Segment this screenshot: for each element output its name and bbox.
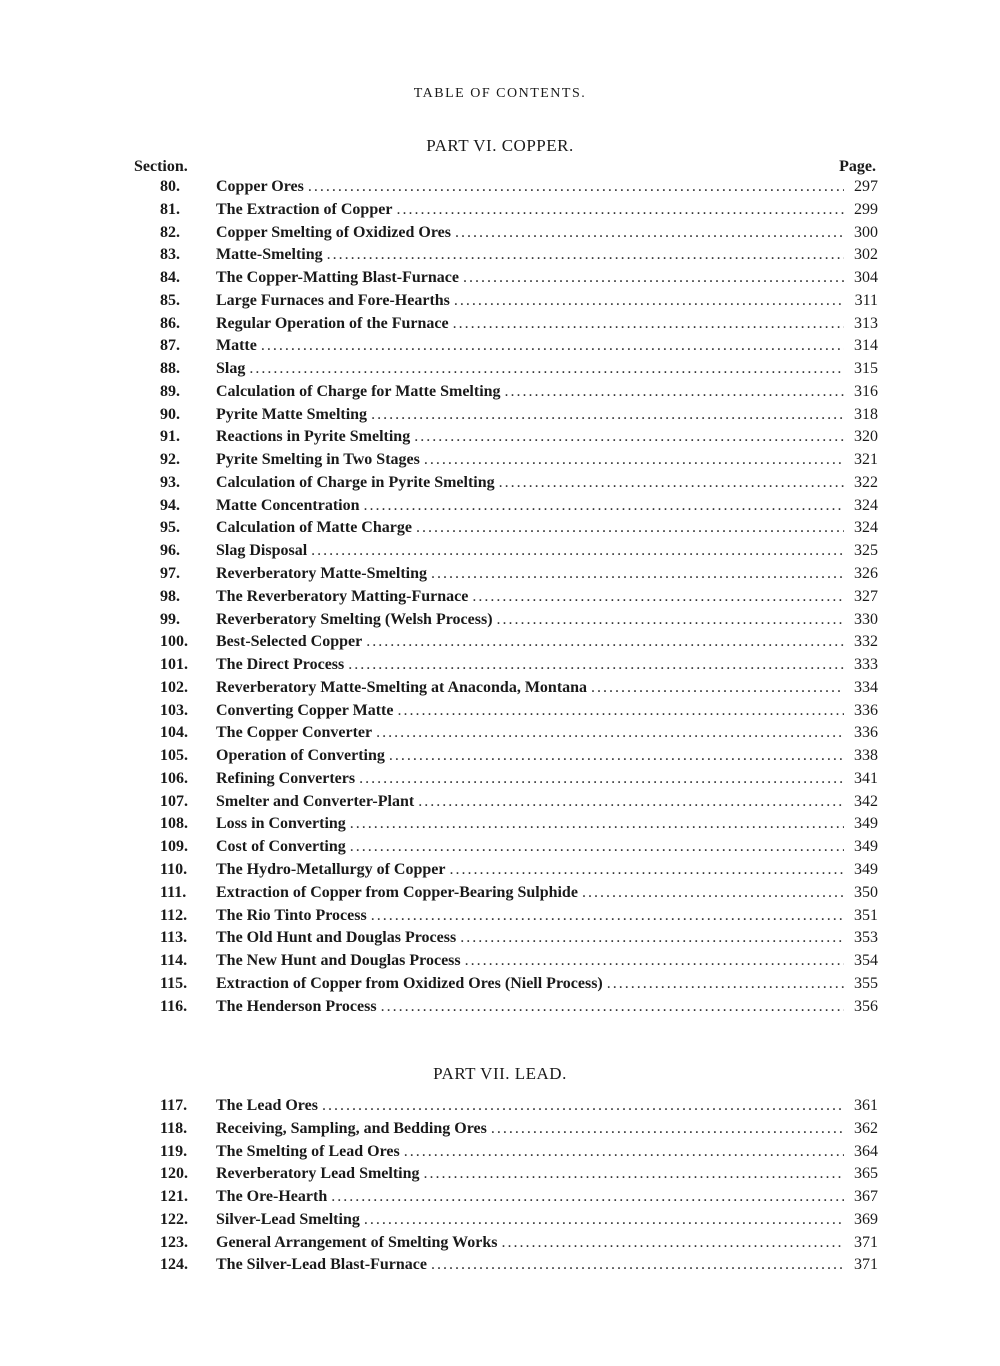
toc-entry-title: The Rio Tinto Process xyxy=(216,906,367,924)
toc-entry xyxy=(160,519,878,542)
dot-leader xyxy=(308,178,844,196)
toc-section-number: 114. xyxy=(160,952,188,970)
dot-leader xyxy=(350,838,844,856)
toc-entry xyxy=(160,360,878,383)
dot-leader xyxy=(389,747,844,765)
toc-section-number: 88. xyxy=(160,360,180,378)
toc-section-number: 95. xyxy=(160,519,180,537)
toc-entry xyxy=(160,292,878,315)
toc-page-number: 327 xyxy=(854,587,878,605)
toc-section-number: 118. xyxy=(160,1119,188,1137)
dot-leader xyxy=(359,770,844,788)
toc-section-number: 123. xyxy=(160,1233,188,1251)
toc-entry xyxy=(160,315,878,338)
toc-entry-title: Pyrite Matte Smelting xyxy=(216,405,368,423)
running-head: TABLE OF CONTENTS. xyxy=(413,86,587,101)
toc-section-number: 102. xyxy=(160,678,188,696)
toc-entry-title: The Henderson Process xyxy=(216,997,377,1015)
toc-entry-title: Calculation of Matte Charge xyxy=(216,519,412,537)
toc-entry-title: General Arrangement of Smelting Works xyxy=(216,1233,498,1251)
toc-section-number: 115. xyxy=(160,974,188,992)
toc-entry xyxy=(160,224,878,247)
toc-entry-title: Reverberatory Lead Smelting xyxy=(216,1165,420,1183)
dot-leader xyxy=(497,611,844,629)
toc-section-number: 104. xyxy=(160,724,188,742)
toc-entry-title: Slag Disposal xyxy=(216,542,308,560)
toc-entry-title: Operation of Converting xyxy=(216,747,385,765)
dot-leader xyxy=(454,292,844,310)
toc-page-number: 304 xyxy=(854,269,878,287)
toc-entry-title: The Lead Ores xyxy=(216,1097,318,1114)
toc-section-number: 82. xyxy=(160,223,180,241)
toc-section-number: 84. xyxy=(160,269,180,287)
toc-page-number: 300 xyxy=(854,223,878,241)
toc-page-number: 351 xyxy=(854,906,878,924)
dot-leader xyxy=(366,633,844,651)
toc-entry xyxy=(160,246,878,269)
toc-page-number: 353 xyxy=(854,929,878,947)
toc-page-number: 302 xyxy=(854,246,878,264)
dot-leader xyxy=(465,952,844,970)
dot-leader xyxy=(371,907,844,925)
toc-entry-title: Copper Smelting of Oxidized Ores xyxy=(216,223,451,241)
dot-leader xyxy=(261,337,844,355)
toc-entry-title: Copper Ores xyxy=(216,178,304,195)
toc-entry xyxy=(160,1211,878,1234)
toc-entry xyxy=(160,907,878,930)
toc-entry xyxy=(160,861,878,884)
toc-page-number: 349 xyxy=(854,815,878,833)
toc-section-number: 97. xyxy=(160,565,180,583)
part-vi-title: PART VI. COPPER. xyxy=(426,136,574,155)
toc-entry-title: Large Furnaces and Fore-Hearths xyxy=(216,291,450,309)
dot-leader xyxy=(591,679,844,697)
dot-leader xyxy=(364,497,844,515)
toc-entry-title: Silver-Lead Smelting xyxy=(216,1210,360,1228)
toc-entry xyxy=(160,542,878,565)
toc-entry-title: Reverberatory Matte-Smelting xyxy=(216,565,428,583)
toc-page-number: 361 xyxy=(854,1097,878,1114)
toc-section-number: 81. xyxy=(160,200,180,218)
dot-leader xyxy=(371,406,844,424)
toc-entry xyxy=(160,428,878,451)
toc-page-number: 325 xyxy=(854,542,878,560)
toc-entry-title: The Reverberatory Matting-Furnace xyxy=(216,587,469,605)
toc-entry xyxy=(160,588,878,611)
dot-leader xyxy=(505,383,844,401)
toc-section-number: 87. xyxy=(160,337,180,355)
toc-entry-title: Pyrite Smelting in Two Stages xyxy=(216,451,420,469)
toc-page-number: 321 xyxy=(854,451,878,469)
dot-leader xyxy=(416,519,844,537)
toc-entry xyxy=(160,269,878,292)
toc-entry xyxy=(160,884,878,907)
toc-entry-title: The Direct Process xyxy=(216,656,345,674)
toc-page-number: 318 xyxy=(854,405,878,423)
dot-leader xyxy=(311,542,844,560)
toc-page-number: 356 xyxy=(854,997,878,1015)
toc-entry-title: Refining Converters xyxy=(216,769,356,787)
dot-leader xyxy=(431,565,844,583)
toc-entry xyxy=(160,565,878,588)
toc-entry xyxy=(160,1143,878,1166)
toc-entry xyxy=(160,793,878,816)
toc-entry-title: The Ore-Hearth xyxy=(216,1188,328,1206)
toc-entry-title: The Old Hunt and Douglas Process xyxy=(216,929,457,947)
dot-leader xyxy=(453,315,844,333)
toc-entry-title: Cost of Converting xyxy=(216,838,346,856)
toc-section-number: 91. xyxy=(160,428,180,446)
toc-section-number: 107. xyxy=(160,792,188,810)
toc-entry xyxy=(160,1188,878,1211)
toc-page-number: 336 xyxy=(854,701,878,719)
dot-leader xyxy=(331,1188,844,1206)
toc-section-number: 106. xyxy=(160,769,188,787)
toc-entry xyxy=(160,406,878,429)
toc-entry xyxy=(160,998,878,1021)
dot-leader xyxy=(499,474,844,492)
dot-leader xyxy=(364,1211,844,1229)
toc-page-number: 320 xyxy=(854,428,878,446)
toc-section-number: 96. xyxy=(160,542,180,560)
toc-entry-title: The Hydro-Metallurgy of Copper xyxy=(216,860,446,878)
toc-entry-title: The Copper-Matting Blast-Furnace xyxy=(216,269,459,287)
dot-leader xyxy=(455,224,844,242)
dot-leader xyxy=(249,360,844,378)
toc-section-number: 100. xyxy=(160,633,188,651)
dot-leader xyxy=(424,1165,844,1183)
toc-entry-title: Regular Operation of the Furnace xyxy=(216,314,449,332)
toc-section-number: 109. xyxy=(160,838,188,856)
toc-entry xyxy=(160,679,878,702)
toc-section-number: 105. xyxy=(160,747,188,765)
toc-entry-title: Smelter and Converter-Plant xyxy=(216,792,415,810)
toc-entry xyxy=(160,474,878,497)
toc-page-number: 324 xyxy=(854,496,878,514)
section-column-label: Section. xyxy=(134,158,188,175)
toc-section-number: 120. xyxy=(160,1165,188,1183)
toc-entry-title: Loss in Converting xyxy=(216,815,346,833)
toc-entry xyxy=(160,929,878,952)
toc-page-number: 324 xyxy=(854,519,878,537)
toc-page-number: 365 xyxy=(854,1165,878,1183)
toc-list-part-vi xyxy=(160,178,878,1020)
toc-section-number: 93. xyxy=(160,473,180,491)
toc-entry xyxy=(160,201,878,224)
toc-page-number: 355 xyxy=(854,974,878,992)
toc-page-number: 371 xyxy=(854,1256,878,1274)
dot-leader xyxy=(414,428,844,446)
toc-entry xyxy=(160,383,878,406)
toc-page-number: 349 xyxy=(854,838,878,856)
dot-leader xyxy=(350,815,844,833)
toc-page-number: 336 xyxy=(854,724,878,742)
toc-section-number: 98. xyxy=(160,587,180,605)
toc-page-number: 349 xyxy=(854,860,878,878)
dot-leader xyxy=(381,998,844,1016)
toc-page-number: 311 xyxy=(854,291,878,309)
toc-list-part-vii xyxy=(160,1097,878,1279)
dot-leader xyxy=(463,269,844,287)
toc-section-number: 89. xyxy=(160,382,180,400)
toc-entry-title: The Silver-Lead Blast-Furnace xyxy=(216,1256,427,1274)
dot-leader xyxy=(460,929,844,947)
toc-page-number: 315 xyxy=(854,360,878,378)
toc-entry xyxy=(160,747,878,770)
toc-entry-title: The Copper Converter xyxy=(216,724,373,742)
toc-page-number: 354 xyxy=(854,952,878,970)
toc-entry xyxy=(160,497,878,520)
toc-page-number: 367 xyxy=(854,1188,878,1206)
toc-section-number: 121. xyxy=(160,1188,188,1206)
toc-entry xyxy=(160,1234,878,1257)
dot-leader xyxy=(397,702,844,720)
toc-section-number: 117. xyxy=(160,1097,188,1114)
toc-section-number: 122. xyxy=(160,1210,188,1228)
toc-section-number: 101. xyxy=(160,656,188,674)
toc-section-number: 108. xyxy=(160,815,188,833)
toc-entry xyxy=(160,451,878,474)
dot-leader xyxy=(607,975,844,993)
toc-page-number: 350 xyxy=(854,883,878,901)
toc-entry xyxy=(160,702,878,725)
toc-section-number: 99. xyxy=(160,610,180,628)
toc-page-number: 316 xyxy=(854,382,878,400)
toc-section-number: 83. xyxy=(160,246,180,264)
toc-page-number: 369 xyxy=(854,1210,878,1228)
toc-section-number: 103. xyxy=(160,701,188,719)
toc-entry-title: The Extraction of Copper xyxy=(216,200,393,218)
toc-page-number: 299 xyxy=(854,200,878,218)
toc-page-number: 326 xyxy=(854,565,878,583)
toc-entry-title: Reverberatory Matte-Smelting at Anaconda, Montana xyxy=(216,678,588,696)
toc-entry-title: Receiving, Sampling, and Bedding Ores xyxy=(216,1119,487,1137)
toc-entry-title: Converting Copper Matte xyxy=(216,701,394,719)
toc-entry xyxy=(160,611,878,634)
toc-entry xyxy=(160,838,878,861)
dot-leader xyxy=(348,656,844,674)
dot-leader xyxy=(501,1234,844,1252)
toc-entry xyxy=(160,770,878,793)
toc-section-number: 94. xyxy=(160,496,180,514)
toc-page-number: 371 xyxy=(854,1233,878,1251)
toc-section-number: 90. xyxy=(160,405,180,423)
toc-entry-title: Extraction of Copper from Oxidized Ores (Niell Process) xyxy=(216,974,603,992)
dot-leader xyxy=(396,201,844,219)
toc-page-number: 341 xyxy=(854,769,878,787)
dot-leader xyxy=(376,724,844,742)
toc-section-number: 113. xyxy=(160,929,188,947)
toc-page-number: 313 xyxy=(854,314,878,332)
toc-entry xyxy=(160,337,878,360)
toc-page-number: 364 xyxy=(854,1142,878,1160)
toc-entry xyxy=(160,1097,878,1120)
dot-leader xyxy=(418,793,844,811)
dot-leader xyxy=(449,861,844,879)
part-vii-title: PART VII. LEAD. xyxy=(433,1064,567,1083)
toc-section-number: 119. xyxy=(160,1142,188,1160)
dot-leader xyxy=(327,246,844,264)
toc-entry xyxy=(160,1120,878,1143)
toc-entry xyxy=(160,633,878,656)
toc-page-number: 342 xyxy=(854,792,878,810)
toc-section-number: 112. xyxy=(160,906,188,924)
toc-page-number: 333 xyxy=(854,656,878,674)
toc-page-number: 297 xyxy=(854,178,878,195)
toc-entry xyxy=(160,178,878,201)
toc-page-number: 330 xyxy=(854,610,878,628)
toc-entry xyxy=(160,815,878,838)
toc-entry-title: Reverberatory Smelting (Welsh Process) xyxy=(216,610,493,628)
toc-entry-title: The New Hunt and Douglas Process xyxy=(216,952,461,970)
toc-section-number: 80. xyxy=(160,178,180,195)
toc-entry-title: Extraction of Copper from Copper-Bearing Sulphide xyxy=(216,883,578,901)
dot-leader xyxy=(491,1120,844,1138)
dot-leader xyxy=(404,1143,844,1161)
toc-entry xyxy=(160,975,878,998)
toc-section-number: 110. xyxy=(160,860,188,878)
toc-section-number: 86. xyxy=(160,314,180,332)
toc-entry xyxy=(160,952,878,975)
toc-entry-title: Calculation of Charge for Matte Smelting xyxy=(216,382,501,400)
toc-entry-title: Matte-Smelting xyxy=(216,246,323,264)
toc-entry-title: Matte xyxy=(216,337,257,355)
dot-leader xyxy=(431,1256,844,1274)
toc-section-number: 111. xyxy=(160,883,187,901)
toc-page-number: 334 xyxy=(854,678,878,696)
toc-page-number: 362 xyxy=(854,1119,878,1137)
toc-section-number: 85. xyxy=(160,291,180,309)
toc-entry-title: The Smelting of Lead Ores xyxy=(216,1142,400,1160)
toc-section-number: 124. xyxy=(160,1256,188,1274)
toc-entry xyxy=(160,724,878,747)
dot-leader xyxy=(582,884,844,902)
toc-page-number: 332 xyxy=(854,633,878,651)
toc-entry-title: Reactions in Pyrite Smelting xyxy=(216,428,411,446)
toc-page-number: 338 xyxy=(854,747,878,765)
toc-section-number: 116. xyxy=(160,997,188,1015)
page-column-label: Page. xyxy=(839,158,876,175)
toc-section-number: 92. xyxy=(160,451,180,469)
toc-page-number: 314 xyxy=(854,337,878,355)
toc-entry-title: Best-Selected Copper xyxy=(216,633,363,651)
toc-entry xyxy=(160,1165,878,1188)
toc-entry-title: Slag xyxy=(216,360,246,378)
dot-leader xyxy=(472,588,844,606)
toc-entry-title: Matte Concentration xyxy=(216,496,360,514)
toc-entry xyxy=(160,1256,878,1279)
dot-leader xyxy=(322,1097,844,1115)
dot-leader xyxy=(424,451,844,469)
toc-page-number: 322 xyxy=(854,473,878,491)
toc-entry-title: Calculation of Charge in Pyrite Smelting xyxy=(216,473,495,491)
toc-entry xyxy=(160,656,878,679)
